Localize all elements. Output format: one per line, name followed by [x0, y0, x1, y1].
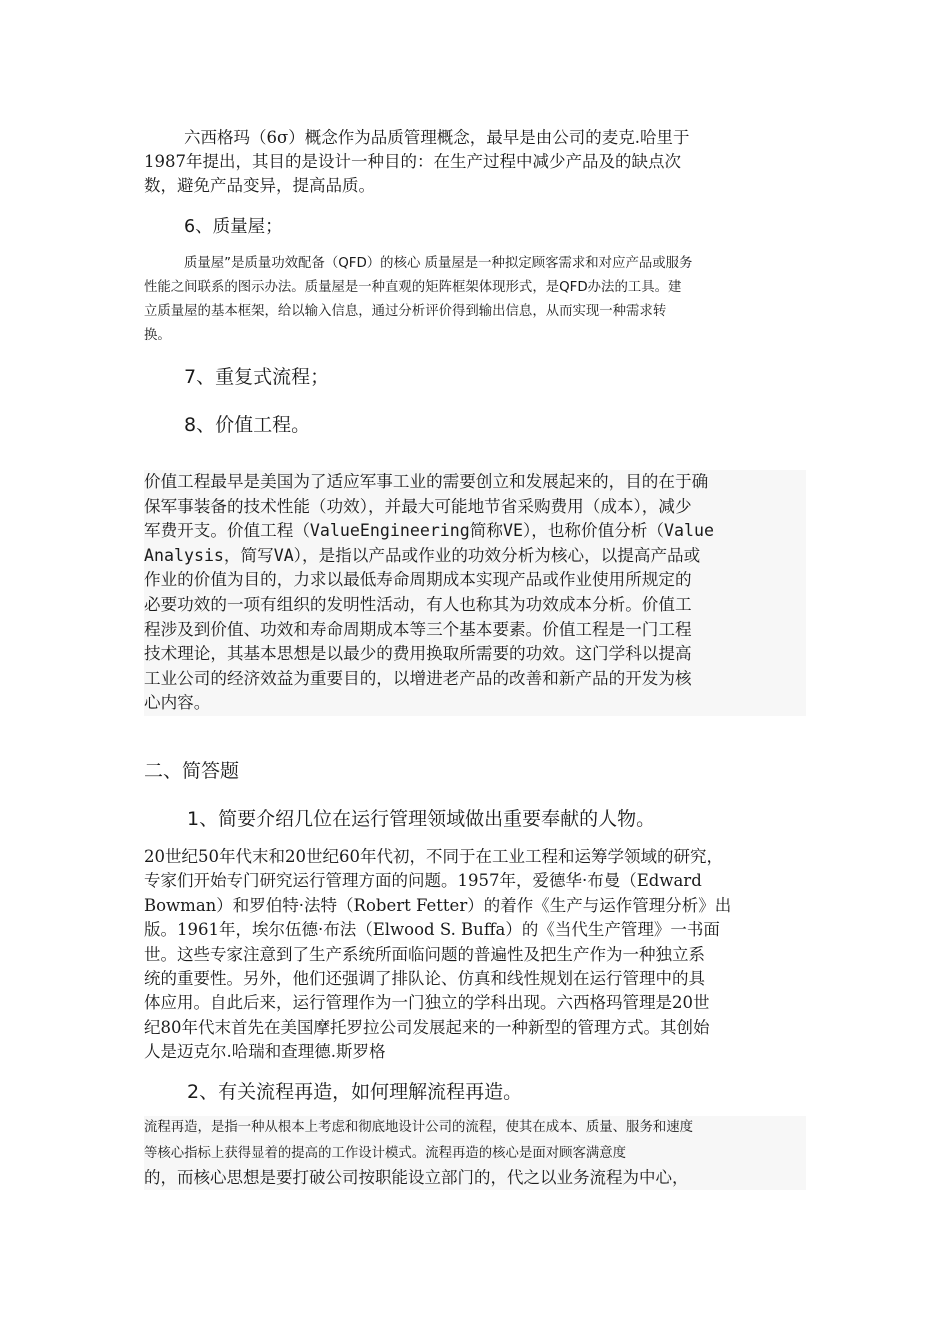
paragraph-line: 的，而核心思想是要打破公司按职能设立部门的，代之以业务流程为中心， — [144, 1168, 689, 1187]
paragraph-line: 专家们开始专门研究运行管理方面的问题。1957年，爱德华·布曼（Edward — [144, 871, 702, 891]
value-engineering-paragraph — [144, 470, 806, 716]
paragraph-line: Bowman）和罗伯特·法特（Robert Fetter）的着作《生产与运作管理分析》出 — [144, 895, 732, 915]
paragraph-line: 工业公司的经济效益为重要目的，以增进老产品的改善和新产品的开发为核 — [144, 668, 692, 688]
paragraph-line: 换。 — [144, 328, 171, 343]
paragraph-line: 保军事装备的技术性能（功效），并最大可能地节省采购费用（成本），减少 — [144, 496, 692, 516]
heading-quality-house: 6、质量屋； — [184, 217, 283, 237]
paragraph-line: Analysis，简写VA），是指以产品或作业的功效分析为核心，以提高产品或 — [144, 545, 701, 565]
paragraph-line: 心内容。 — [144, 693, 211, 713]
paragraph-line: 六西格玛（6σ）概念作为品质管理概念，最早是由公司的麦克.哈里于 — [184, 128, 690, 147]
paragraph-line: 作业的价值为目的，力求以最低寿命周期成本实现产品或作业使用所规定的 — [144, 570, 692, 590]
quality-house-paragraph — [144, 252, 814, 348]
paragraph-line: 版。1961年，埃尔伍德·布法（Elwood S. Buffa）的《当代生产管理》一书面 — [144, 920, 720, 940]
paragraph-line: 统的重要性。另外，他们还强调了排队论、仿真和线性规划在运行管理中的具 — [144, 969, 705, 989]
six-sigma-paragraph — [144, 126, 814, 198]
paragraph-line: 世。这些专家注意到了生产系统所面临问题的普遍性及把生产作为一种独立系 — [144, 944, 705, 964]
question-2: 2、有关流程再造，如何理解流程再造。 — [187, 1081, 523, 1103]
paragraph-line: 1987年提出，其目的是设计一种目的：在生产过程中减少产品及的缺点次 — [144, 152, 681, 171]
paragraph-line: 数，避免产品变异，提高品质。 — [144, 176, 375, 195]
paragraph-line: 等核心指标上获得显着的提高的工作设计模式。流程再造的核心是面对顾客满意度 — [144, 1146, 627, 1161]
paragraph-line: 立质量屋的基本框架，给以输入信息，通过分析评价得到输出信息，从而实现一种需求转 — [144, 304, 667, 319]
paragraph-line: 性能之间联系的图示办法。质量屋是一种直观的矩阵框架体现形式，是QFD办法的工具。建 — [144, 280, 682, 295]
heading-repetitive-process: 7、重复式流程； — [184, 366, 330, 388]
paragraph-line: 人是迈克尔.哈瑞和查理德.斯罗格 — [144, 1042, 386, 1062]
paragraph-line: 20世纪50年代末和20世纪60年代初，不同于在工业工程和运筹学领域的研究， — [144, 847, 723, 866]
paragraph-line: 纪80年代末首先在美国摩托罗拉公司发展起来的一种新型的管理方式。其创始 — [144, 1017, 710, 1037]
paragraph-line: 必要功效的一项有组织的发明性活动，有人也称其为功效成本分析。价值工 — [144, 594, 692, 614]
question-1: 1、简要介绍几位在运行管理领域做出重要奉献的人物。 — [187, 808, 656, 830]
paragraph-line: 流程再造，是指一种从根本上考虑和彻底地设计公司的流程，使其在成本、质量、服务和速度 — [144, 1120, 694, 1135]
process-reengineering-paragraph — [144, 1116, 806, 1190]
paragraph-line: 价值工程最早是美国为了适应军事工业的需要创立和发展起来的，目的在于确 — [144, 472, 709, 491]
operations-pioneers-paragraph — [144, 845, 814, 1065]
paragraph-line: 程涉及到价值、功效和寿命周期成本等三个基本要素。价值工程是一门工程 — [144, 619, 692, 639]
paragraph-line: 体应用。自此后来，运行管理作为一门独立的学科出现。六西格玛管理是20世 — [144, 993, 710, 1013]
paragraph-line: 技术理论，其基本思想是以最少的费用换取所需要的功效。这门学科以提高 — [144, 644, 692, 664]
section-heading-short-answer: 二、简答题 — [144, 760, 240, 782]
paragraph-line: 质量屋”是质量功效配备（QFD）的核心 质量屋是一种拟定顾客需求和对应产品或服务 — [184, 256, 693, 271]
heading-value-engineering: 8、价值工程。 — [184, 414, 311, 436]
paragraph-line: 军费开支。价值工程（ValueEngineering简称VE），也称价值分析（Value — [144, 521, 714, 541]
